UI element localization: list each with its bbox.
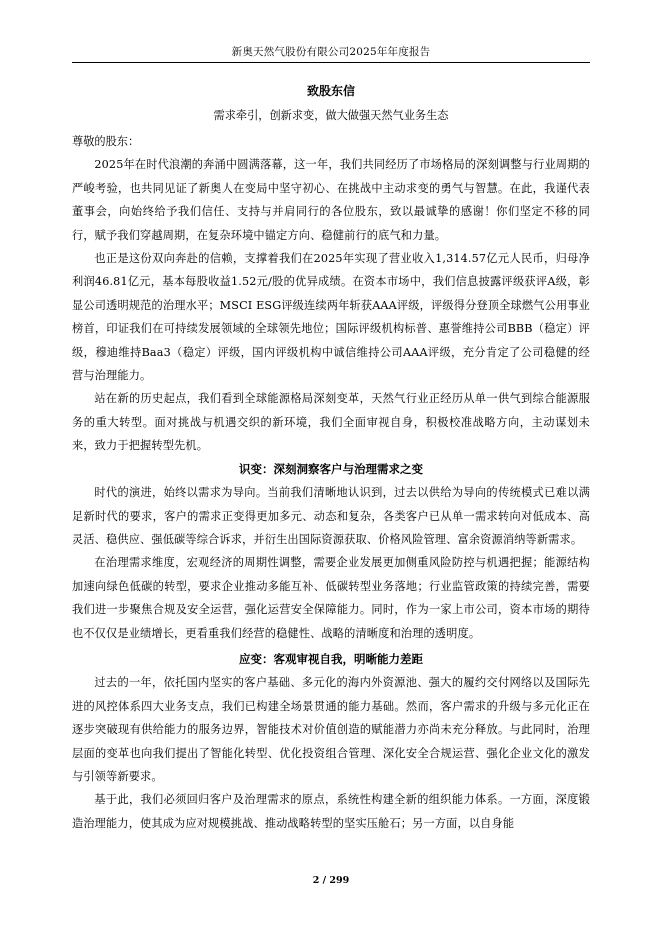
intro-paragraph-3: 站在新的历史起点，我们看到全球能源格局深刻变革，天然气行业正经历从单一供气到综合能源服务的重大转型。面对挑战与机遇交织的新环境，我们全面审视自身，积极校准战略方向，主动谋划未来，致力于把握转型先机。 [72, 392, 590, 453]
section1-paragraph-1: 时代的演进，始终以需求为导向。当前我们清晰地认识到，过去以供给为导向的传统模式已难以满足新时代的要求，客户的需求正变得更加多元、动态和复杂，各类客户已从单一需求转向对低成本、高灵活、稳供应、强低碳等综合诉求，并衍生出国际资源获取、价格风险管理、富余资源消纳等新需求。 [72, 486, 590, 546]
letter-title: 致股东信 [306, 84, 355, 98]
header-divider [72, 62, 590, 63]
report-header-title: 新奥天然气股份有限公司2025年年度报告 [231, 46, 431, 58]
section2-paragraph-1: 过去的一年，依托国内坚实的客户基础、多元化的海内外资源池、强大的履约交付网络以及国际先进的风控体系四大业务支点，我们已构建全场景贯通的能力基础。然而，客户需求的升级与多元化正在逐步突破现有供给能力的服务边界，智能技术对价值创造的赋能潜力亦尚未充分释放。与此同时，治理层面的变革也向我们提出了智能化转型、优化投资组合管理、深化安全合规运营、强化企业文化的激发与引领等新要求。 [72, 676, 590, 783]
section2-paragraph-2: 基于此，我们必须回归客户及治理需求的原点，系统性构建全新的组织能力体系。一方面，深度锻造治理能力，使其成为应对规模挑战、推动战略转型的坚实压舱石；另一方面，以自身能 [72, 793, 590, 830]
section-heading-respond-change: 应变：客观审视自我，明晰能力差距 [239, 651, 423, 666]
section1-paragraph-2: 在治理需求维度，宏观经济的周期性调整，需要企业发展更加侧重风险防控与机遇把握；能源结构加速向绿色低碳的转型，要求企业推动多能互补、低碳转型业务落地；行业监管政策的持续完善，需要我们进一步聚焦合规及安全运营，强化运营安全保障能力。同时，作为一家上市公司，资本市场的期待也不仅仅是业绩增长，更看重我们经营的稳健性、战略的清晰度和治理的透明度。 [72, 556, 590, 640]
section-heading-recognize-change: 识变：深刻洞察客户与治理需求之变 [239, 461, 423, 476]
intro-paragraph-1: 2025年在时代浪潮的奔涌中圆满落幕，这一年，我们共同经历了市场格局的深刻调整与行业周期的严峻考验，也共同见证了新奥人在变局中坚守初心、在挑战中主动求变的勇气与智慧。在此，我谨代表董事会，向始终给予我们信任、支持与并肩同行的各位股东，致以最诚挚的感谢！你们坚定不移的同行，赋予我们穿越周期，在复杂环境中锚定方向、稳健前行的底气和力量。 [72, 158, 590, 242]
intro-paragraph-2: 也正是这份双向奔赴的信赖，支撑着我们在2025年实现了营业收入1,314.57亿元人民币，归母净利润46.81亿元，基本每股收益1.52元/股的优异成绩。在资本市场中，我们信息披露评级获评A级，彰显公司透明规范的治理水平；MSCI ESG评级连续两年斩获AAA评级，评级得分登顶全球燃气公用事业榜首，印证我们在可持续发展领域的全球领先地位；国际评级机构标普、惠誉维持公司BBB（稳定）评级，穆迪维持Baa3（稳定）评级，国内评级机构中诚信维持公司AAA评级，充分肯定了公司稳健的经营与治理能力。 [72, 252, 590, 383]
letter-body [72, 81, 590, 835]
salutation: 尊敬的股东： [72, 135, 140, 148]
page-number: 2 / 299 [312, 875, 350, 886]
letter-subtitle: 需求牵引，创新求变，做大做强天然气业务生态 [213, 109, 449, 122]
